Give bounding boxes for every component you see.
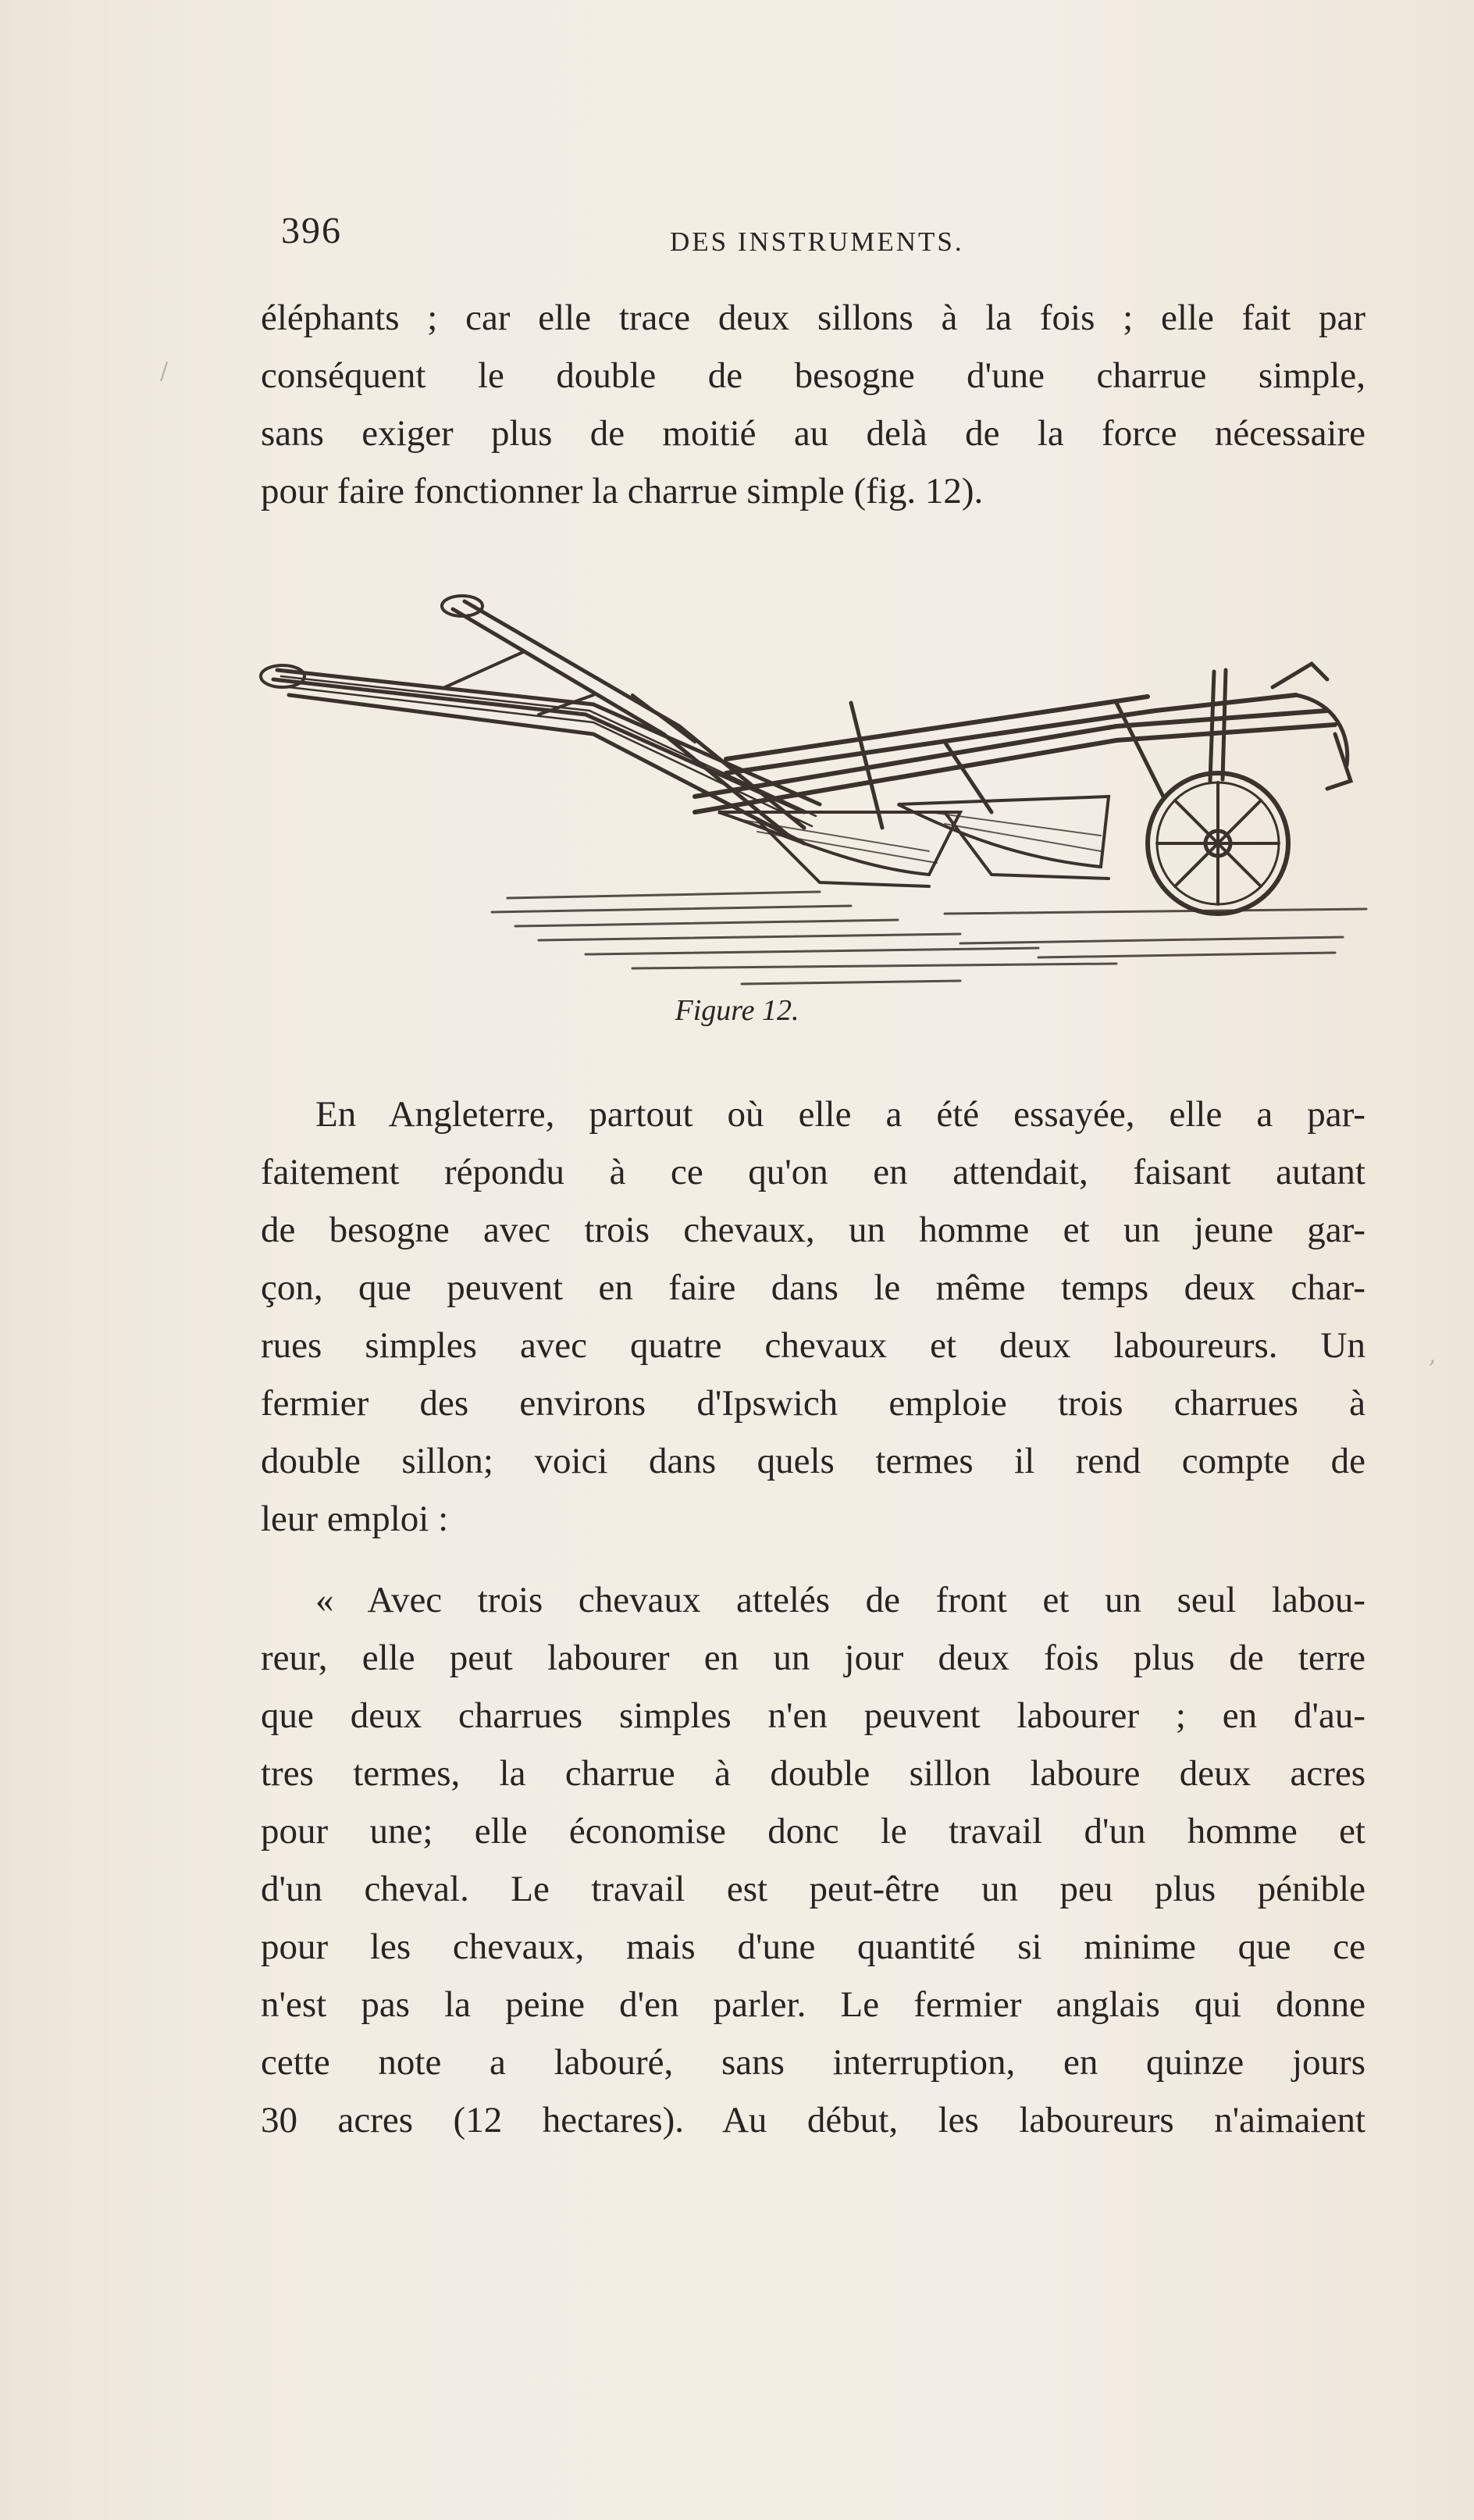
text-line: de besogne avec trois chevaux, un homme et un jeune gar- — [261, 1210, 1365, 1250]
text-line: d'un cheval. Le travail est peut-être un peu plus pénible — [261, 1869, 1365, 1909]
text-line: n'est pas la peine d'en parler. Le fermier anglais qui donne — [261, 1984, 1365, 2025]
text-line: En Angleterre, partout où elle a été essayée, elle a par- — [315, 1094, 1365, 1135]
text-line: cette note a labouré, sans interruption, en quinze jours — [261, 2042, 1365, 2083]
text-line: conséquent le double de besogne d'une charrue simple, — [261, 355, 1365, 396]
text-line: que deux charrues simples n'en peuvent labourer ; en d'au- — [261, 1695, 1365, 1736]
margin-mark: , — [1429, 1342, 1437, 1369]
text-line: double sillon; voici dans quels termes il rend compte de — [261, 1441, 1365, 1481]
text-line: tres termes, la charrue à double sillon laboure deux acres — [261, 1753, 1365, 1794]
text-line: leur emploi : — [261, 1499, 449, 1539]
text-line: éléphants ; car elle trace deux sillons à la fois ; elle fait par — [261, 298, 1365, 338]
text-line: faitement répondu à ce qu'on en attendait, faisant autant — [261, 1152, 1365, 1192]
text-line: « Avec trois chevaux attelés de front et un seul labou- — [315, 1580, 1365, 1620]
text-line: çon, que peuvent en faire dans le même temps deux char- — [261, 1267, 1365, 1308]
text-line: fermier des environs d'Ipswich emploie trois charrues à — [261, 1383, 1365, 1424]
page-number: 396 — [281, 210, 342, 251]
figure-caption: Figure 12. — [675, 994, 799, 1027]
page-header — [281, 209, 1374, 264]
text-line: pour les chevaux, mais d'une quantité si minime que ce — [261, 1927, 1365, 1967]
text-line: pour faire fonctionner la charrue simple (fig. 12). — [261, 471, 984, 511]
paragraph-top — [261, 289, 1365, 520]
margin-mark: / — [160, 358, 169, 385]
text-line: 30 acres (12 hectares). Au début, les laboureurs n'aimaient — [261, 2100, 1365, 2140]
text-line: pour une; elle économise donc le travail d'un homme et — [261, 1811, 1365, 1852]
plough-engraving — [258, 578, 1382, 1000]
paragraph-quote — [261, 1571, 1365, 2149]
running-head: DES INSTRUMENTS. — [670, 226, 964, 257]
text-line: rues simples avec quatre chevaux et deux laboureurs. Un — [261, 1325, 1365, 1366]
paragraph-main — [261, 1085, 1365, 1548]
double-plough-illustration — [258, 578, 1382, 1000]
text-line: sans exiger plus de moitié au delà de la force nécessaire — [261, 413, 1365, 454]
text-line: reur, elle peut labourer en un jour deux fois plus de terre — [261, 1638, 1365, 1678]
